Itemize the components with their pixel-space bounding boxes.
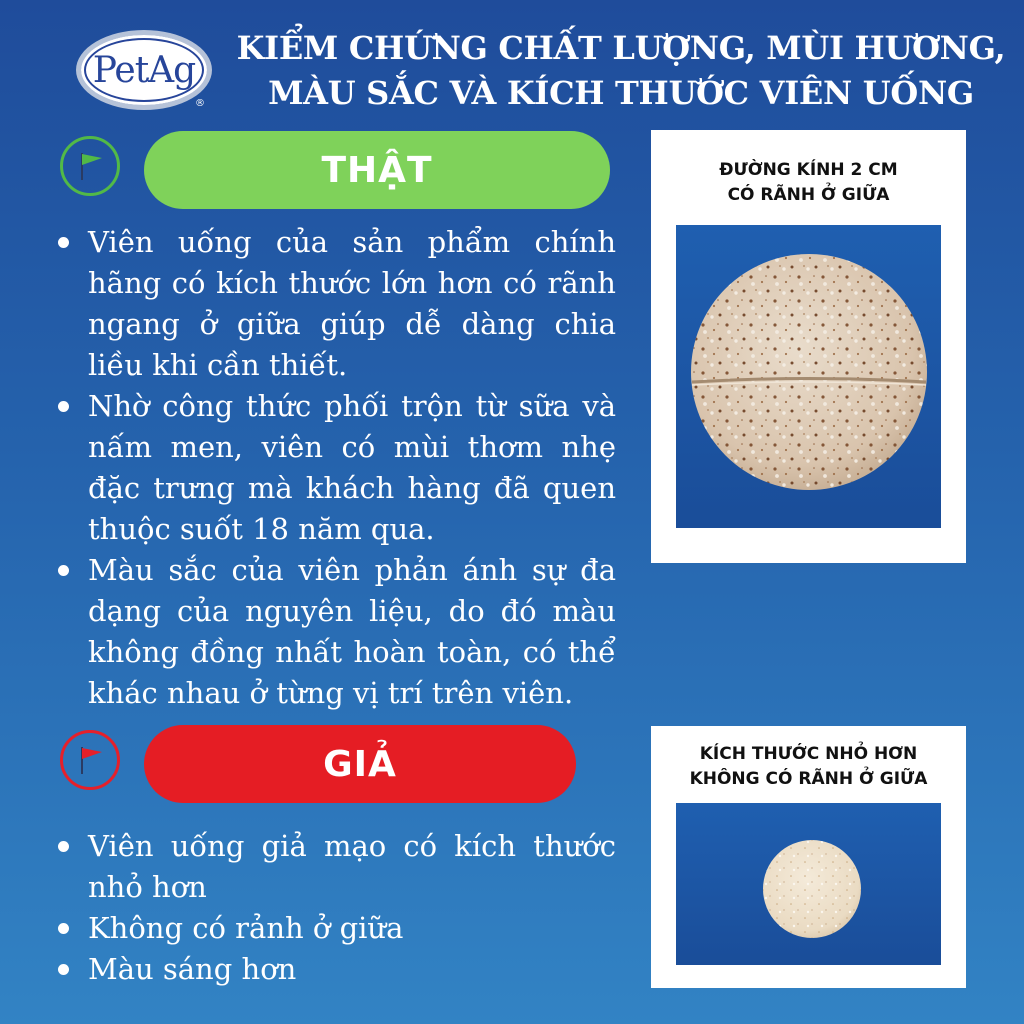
fake-bullet-2: Không có rảnh ở giữa: [52, 908, 616, 949]
registered-mark: ®: [195, 98, 205, 109]
real-caption-line-1: ĐƯỜNG KÍNH 2 CM: [719, 160, 898, 180]
title-line-1: KIỂM CHỨNG CHẤT LƯỢNG, MÙI HƯƠNG,: [236, 29, 1006, 67]
real-bullet-2: Nhờ công thức phối trộn từ sữa và nấm men, viên có mùi thơm nhẹ đặc trưng mà khách hàng đã quen thuộc suốt 18 năm qua.: [52, 386, 616, 550]
fake-bullet-1: Viên uống giả mạo có kích thước nhỏ hơn: [52, 826, 616, 908]
real-label-pill: [144, 131, 610, 209]
page-title: [236, 26, 1006, 116]
fake-bullet-3: Màu sáng hơn: [52, 949, 616, 990]
fake-pill-photo: [676, 803, 941, 965]
fake-bullet-list: [52, 826, 616, 990]
fake-pill-card: [651, 726, 966, 988]
fake-caption-line-1: KÍCH THƯỚC NHỎ HƠN: [699, 744, 918, 764]
title-line-2: MÀU SẮC VÀ KÍCH THƯỚC VIÊN UỐNG: [268, 74, 974, 112]
real-bullet-3: Màu sắc của viên phản ánh sự đa dạng của nguyên liệu, do đó màu không đồng nhất hoàn toàn, có thể khác nhau ở từng vị trí trên viên.: [52, 550, 616, 714]
fake-caption-line-2: KHÔNG CÓ RÃNH Ở GIỮA: [689, 769, 928, 789]
green-flag-icon: [60, 136, 120, 196]
fake-label-pill: [144, 725, 576, 803]
real-label: THẬT: [321, 149, 433, 191]
real-pill-photo: [676, 225, 941, 528]
real-pill-card: [651, 130, 966, 563]
fake-label: GIẢ: [323, 743, 397, 785]
petag-logo: [76, 30, 212, 110]
red-flag-icon: [60, 730, 120, 790]
real-caption: [651, 158, 966, 208]
real-bullet-1: Viên uống của sản phẩm chính hãng có kích thước lớn hơn có rãnh ngang ở giữa giúp dễ dàng chia liều khi cần thiết.: [52, 222, 616, 386]
real-caption-line-2: CÓ RÃNH Ở GIỮA: [727, 185, 890, 205]
logo-text: PetAg: [92, 49, 196, 91]
real-bullet-list: [52, 222, 616, 714]
fake-caption: [651, 742, 966, 792]
